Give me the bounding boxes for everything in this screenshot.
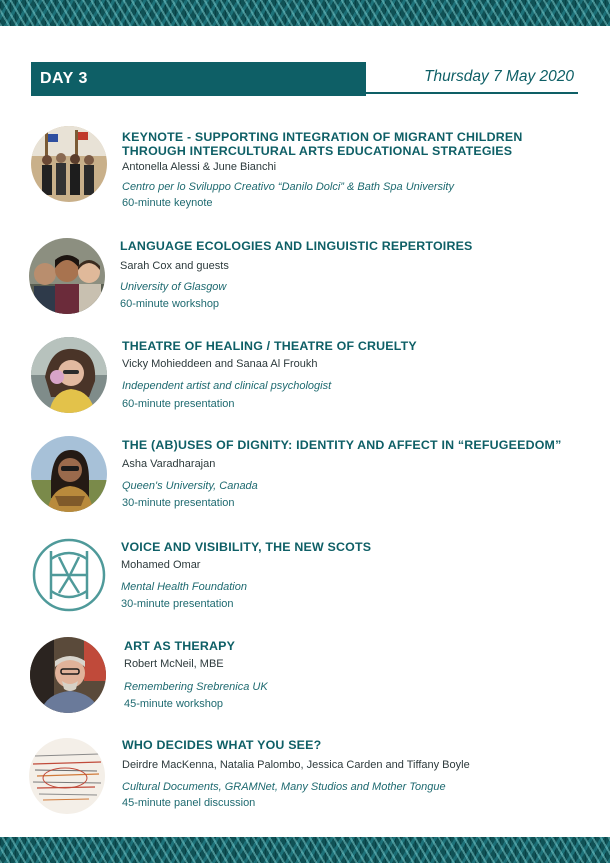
session-photo	[31, 126, 107, 202]
session-photo	[31, 337, 107, 413]
decorative-bottom-band	[0, 837, 610, 863]
session-affiliation: Centro per lo Sviluppo Creativo “Danilo Dolci” & Bath Spa University	[122, 181, 454, 193]
session-affiliation: University of Glasgow	[120, 281, 227, 293]
session-item	[0, 235, 610, 315]
session-photo	[30, 637, 106, 713]
foundation-logo-icon	[31, 537, 107, 613]
decorative-top-band	[0, 0, 610, 26]
session-title: VOICE AND VISIBILITY, THE NEW SCOTS	[121, 540, 372, 554]
session-speakers: Antonella Alessi & June Bianchi	[122, 161, 277, 173]
session-title: WHO DECIDES WHAT YOU SEE?	[122, 738, 322, 752]
session-speakers: Deirdre MacKenna, Natalia Palombo, Jessica Carden and Tiffany Boyle	[122, 759, 470, 771]
session-item	[0, 125, 610, 209]
session-format: 60-minute workshop	[120, 298, 220, 310]
session-format: 30-minute presentation	[121, 598, 234, 610]
session-speakers: Robert McNeil, MBE	[124, 658, 224, 670]
session-affiliation: Remembering Srebrenica UK	[124, 681, 268, 693]
session-speakers: Mohamed Omar	[121, 559, 201, 571]
day-heading	[31, 62, 366, 96]
session-affiliation: Independent artist and clinical psychologist	[122, 380, 332, 392]
session-photo	[31, 436, 107, 512]
portrait-photo-icon	[31, 436, 107, 512]
session-photo	[29, 238, 105, 314]
session-speakers: Vicky Mohieddeen and Sanaa Al Froukh	[122, 358, 318, 370]
session-speakers: Sarah Cox and guests	[120, 260, 229, 272]
session-format: 45-minute panel discussion	[122, 797, 256, 809]
session-speakers: Asha Varadharajan	[122, 458, 216, 470]
date-underline	[366, 92, 578, 94]
session-item	[0, 435, 610, 515]
session-title: THE (AB)USES OF DIGNITY: IDENTITY AND AFFECT IN “REFUGEEDOM”	[122, 438, 562, 452]
portrait-photo-icon	[31, 337, 107, 413]
session-title: THEATRE OF HEALING / THEATRE OF CRUELTY	[122, 339, 417, 353]
portrait-photo-icon	[30, 637, 106, 713]
session-affiliation: Mental Health Foundation	[121, 581, 247, 593]
document-photo-icon	[29, 738, 105, 814]
session-title: ART AS THERAPY	[124, 639, 236, 653]
session-format: 30-minute presentation	[122, 497, 235, 509]
session-title: LANGUAGE ECOLOGIES AND LINGUISTIC REPERTOIRES	[120, 239, 473, 253]
selfie-photo-icon	[29, 238, 105, 314]
session-format: 60-minute presentation	[122, 398, 235, 410]
group-photo-icon	[31, 126, 107, 202]
session-item	[0, 535, 610, 615]
session-photo	[31, 537, 107, 613]
session-title: KEYNOTE - SUPPORTING INTEGRATION OF MIGRANT CHILDREN	[122, 130, 523, 144]
day-date: Thursday 7 May 2020	[424, 68, 574, 85]
session-format: 60-minute keynote	[122, 197, 213, 209]
session-photo	[29, 738, 105, 814]
session-item	[0, 635, 610, 715]
session-title-continued: THROUGH INTERCULTURAL ARTS EDUCATIONAL STRATEGIES	[122, 144, 513, 158]
session-item	[0, 735, 610, 815]
session-format: 45-minute workshop	[124, 698, 224, 710]
session-affiliation: Cultural Documents, GRAMNet, Many Studios and Mother Tongue	[122, 781, 446, 793]
session-item	[0, 335, 610, 415]
day-label: DAY 3	[40, 70, 88, 87]
session-affiliation: Queen's University, Canada	[122, 480, 258, 492]
